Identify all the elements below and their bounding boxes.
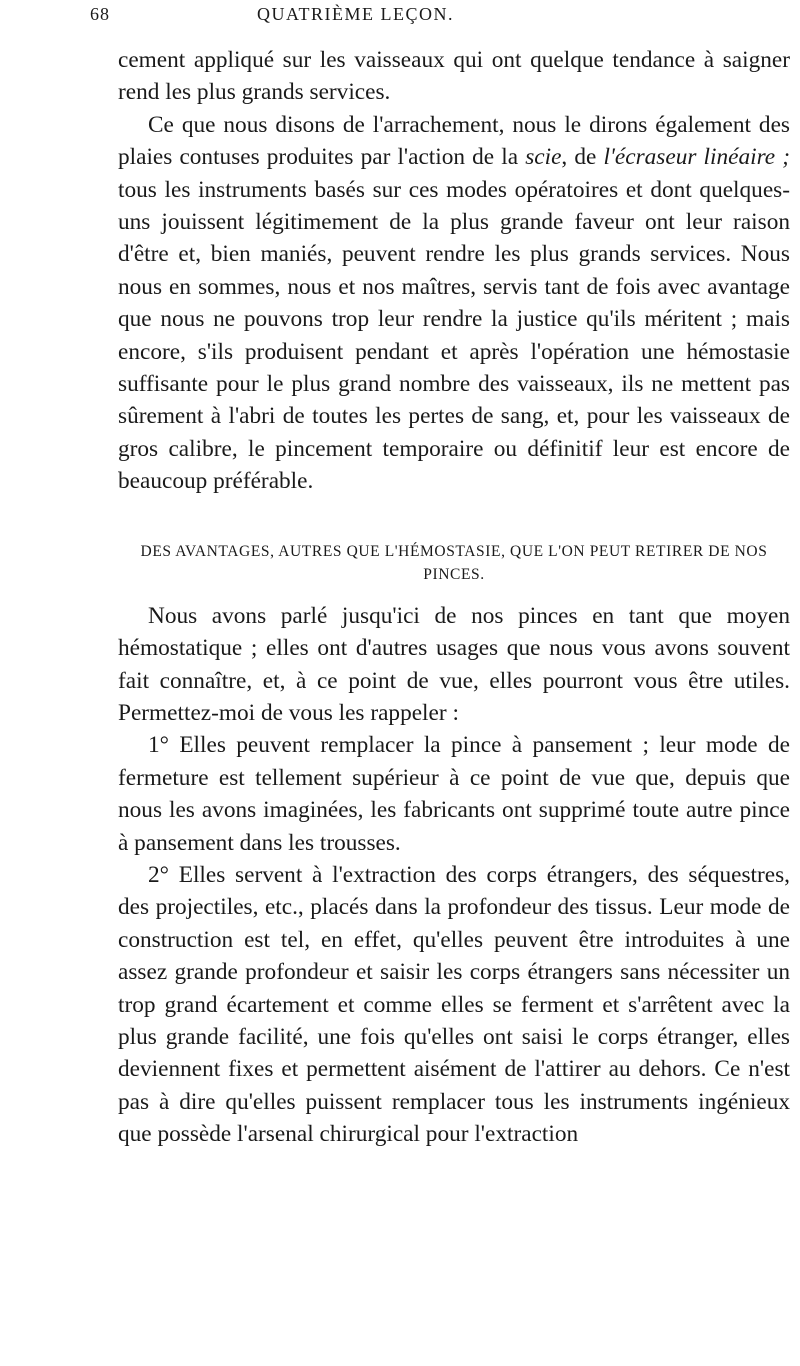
paragraph-item-2: 2° Elles servent à l'extraction des corps étrangers, des séquestres, des projectiles, etc., placés dans la profondeur des tissus. Leur mode de construction est tel, en effet, qu'elles peuvent être introduites à une assez grande profondeur et saisir les corps étrangers sans nécessiter un trop grand écartement et comme elles se ferment et s'arrêtent avec la plus grande facilité, une fois qu'elles ont saisi le corps étranger, elles deviennent fixes et permettent aisément de l'attirer au dehors. Ce n'est pas à dire qu'elles puissent remplacer tous les instruments ingénieux que possède l'arsenal chirurgical pour l'extraction (118, 861, 790, 1148)
italic-term-crusher: l'écraseur linéaire ; (603, 144, 790, 171)
paragraph-tearing (118, 109, 790, 498)
body-text (118, 44, 790, 1151)
running-head (90, 4, 790, 30)
italic-term-saw: scie (525, 144, 562, 171)
section-heading: DES AVANTAGES, AUTRES QUE L'HÉMOSTASIE, QUE L'ON PEUT RETIRER DE NOS PINCES. (140, 542, 768, 583)
paragraph-text: Ce que nous disons de l'arrachement, nous le dirons également des plaies contuses produites par l'action de la (118, 111, 790, 171)
running-title: QUATRIÈME LEÇON. (257, 4, 454, 24)
paragraph-text: tous les instruments basés sur ces modes opératoires et dont quelques-uns jouissent légitimement de la plus grande faveur ont leur raison d'être et, bien maniés, peuvent rendre les plus grands services. Nous nous en sommes, nous et nos maîtres, servis tant de fois avec avantage que nous ne pouvons trop leur rendre la justice qu'ils méritent ; mais encore, s'ils produisent pendant et après l'opération une hémostasie suffisante pour le plus grand nombre des vaisseaux, ils ne mettent pas sûrement à l'abri de toutes les pertes de sang, et, pour les vaisseaux de gros calibre, le pincement temporaire ou définitif leur est encore de beaucoup préférable. (118, 176, 790, 495)
paragraph-text: cement appliqué sur les vaisseaux qui ont quelque tendance à saigner rend les plus grands services. (118, 47, 790, 106)
paragraph-continuation (118, 44, 790, 109)
paragraph-intro: Nous avons parlé jusqu'ici de nos pinces en tant que moyen hémostatique ; elles ont d'autres usages que nous vous avons souvent fait connaître, et, à ce point de vue, elles pourront vous être utiles. Permettez-moi de vous les rappeler : (118, 602, 790, 726)
page-number: 68 (90, 4, 110, 24)
paragraph-item-1: 1° Elles peuvent remplacer la pince à pansement ; leur mode de fermeture est tellement supérieur à ce point de vue que, depuis que nous les avons imaginées, les fabricants ont supprimé toute autre pince à pansement dans les trousses. (118, 732, 790, 856)
paragraph-text: , de (561, 144, 604, 171)
